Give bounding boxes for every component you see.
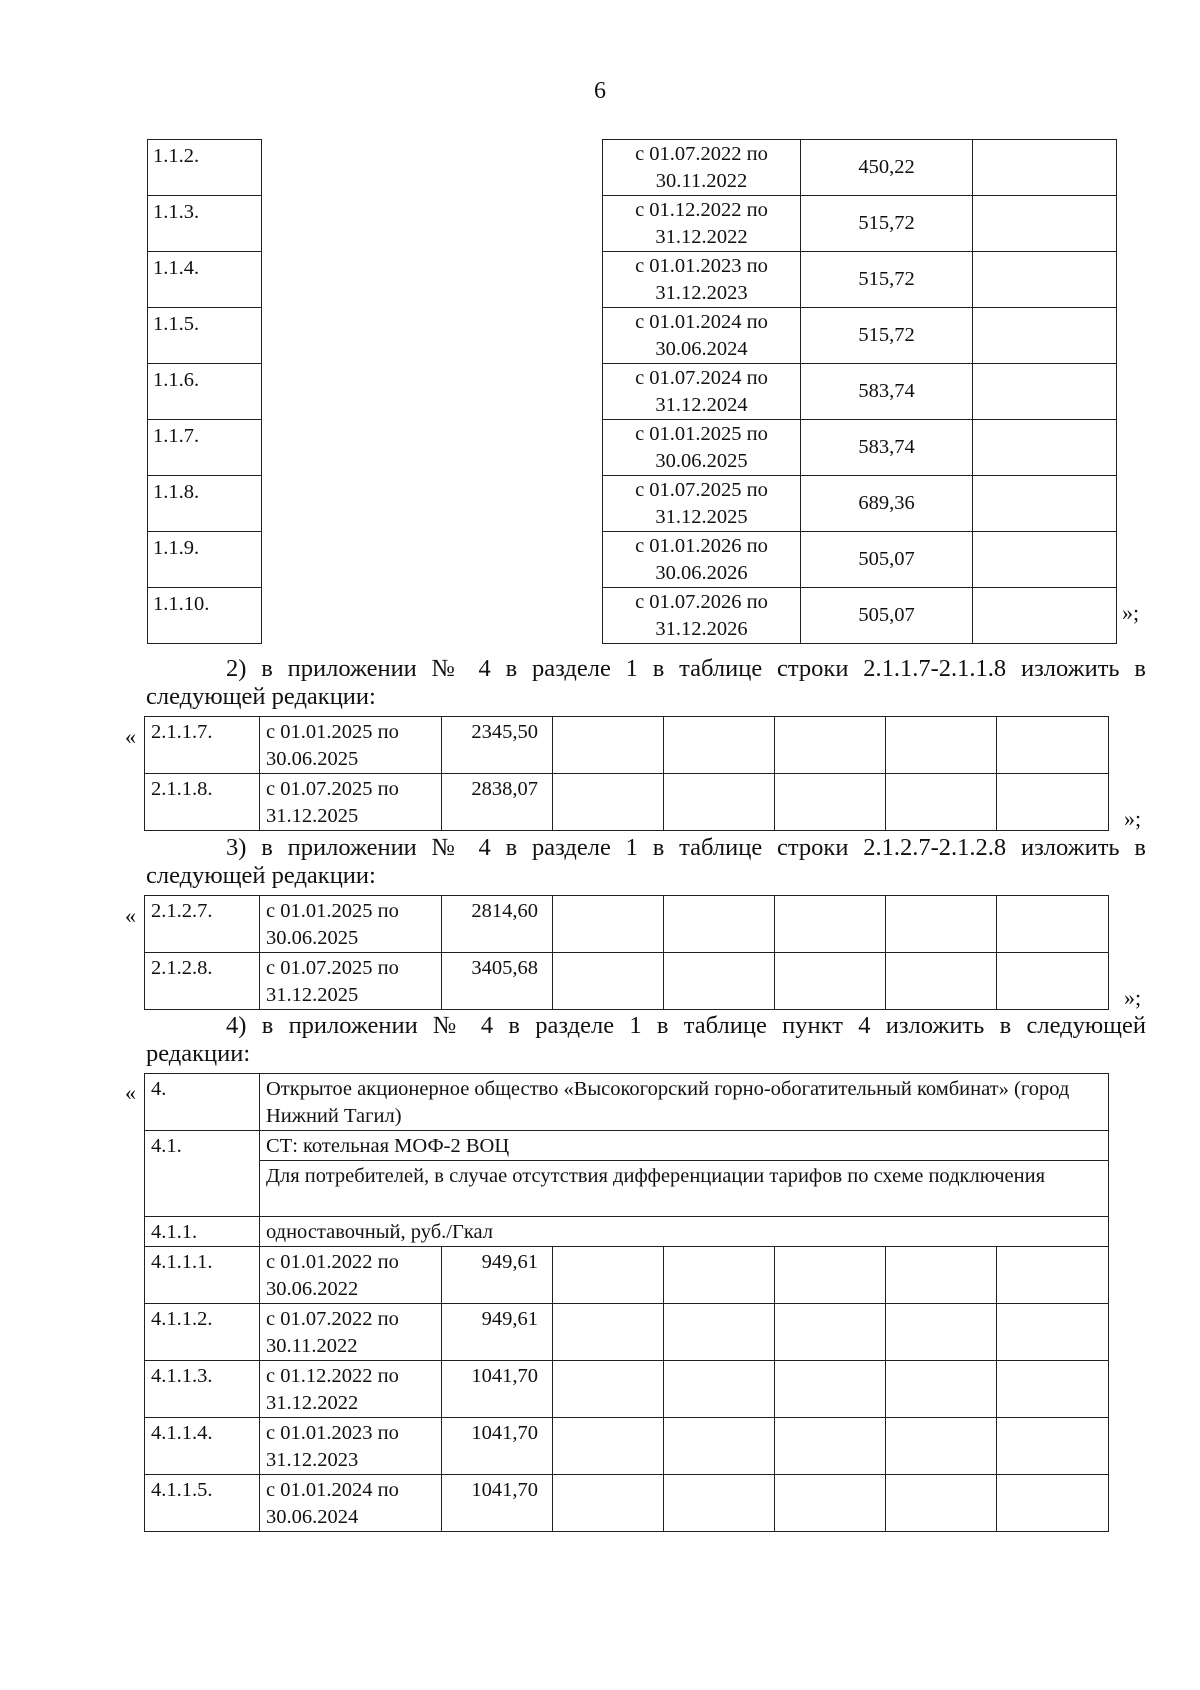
empty-cell [262,308,603,364]
tariff-value: 583,74 [801,420,973,476]
empty-cell [262,420,603,476]
empty-cell [973,588,1117,644]
empty-cell [553,1475,664,1532]
row-number: 4.1.1.1. [145,1247,260,1304]
closing-quote-1: »; [1122,600,1140,625]
period-end: 30.11.2022 [266,1335,358,1357]
closing-quote-3: »; [1124,985,1142,1010]
organization-name: Открытое акционерное общество «Высокогорский горно-обогатительный комбинат» (город Нижний Тагил) [260,1074,1109,1131]
tariff-value: 1041,70 [442,1418,553,1475]
tariff-table-3 [144,895,1109,1010]
empty-cell [664,1304,775,1361]
table-row [145,896,1109,953]
empty-cell [886,896,997,953]
table-row [145,1418,1109,1475]
tariff-value: 2345,50 [442,717,553,774]
empty-cell [997,1475,1109,1532]
empty-cell [553,1418,664,1475]
paragraph-4-line-1: 4) в приложении № 4 в разделе 1 в таблице пункт 4 изложить в следующей [226,1012,1146,1039]
row-number: 1.1.8. [148,476,262,532]
empty-cell [973,196,1117,252]
period-cell: с 01.01.2024 по 30.06.2024 [603,308,801,364]
empty-cell [553,717,664,774]
paragraph-3 [146,834,1146,890]
period-start: с 01.07.2022 по [266,1308,399,1330]
table-row [145,1304,1109,1361]
empty-cell [664,717,775,774]
source-name: СТ: котельная МОФ-2 ВОЦ [260,1131,1109,1161]
empty-cell [973,252,1117,308]
empty-cell [997,1247,1109,1304]
empty-cell [664,1418,775,1475]
empty-cell [664,774,775,831]
empty-cell [997,717,1109,774]
period-cell: с 01.12.2022 по 31.12.2022 [603,196,801,252]
paragraph-2-line-2: следующей редакции: [146,683,376,710]
empty-cell [553,1247,664,1304]
table-row-4 [145,1074,1109,1131]
row-number: 2.1.1.8. [145,774,260,831]
row-number: 4.1. [145,1131,260,1217]
empty-cell [262,364,603,420]
row-number: 4.1.1.5. [145,1475,260,1532]
row-number: 2.1.2.8. [145,953,260,1010]
table-row [148,420,1117,476]
table-row-4-1 [145,1131,1109,1161]
tariff-value: 1041,70 [442,1475,553,1532]
period-end: 31.12.2022 [266,1392,359,1414]
paragraph-4 [146,1012,1146,1068]
table-row [145,1361,1109,1418]
empty-cell [775,1304,886,1361]
tariff-table-4 [144,1073,1109,1532]
paragraph-3-line-1: 3) в приложении № 4 в разделе 1 в таблице строки 2.1.2.7-2.1.2.8 изложить в [226,834,1146,861]
table-row [148,196,1117,252]
empty-cell [997,1304,1109,1361]
period-start: с 01.07.2025 по [266,778,399,800]
tariff-value: 1041,70 [442,1361,553,1418]
empty-cell [262,196,603,252]
empty-cell [553,1361,664,1418]
opening-quote-4: « [125,1080,136,1105]
empty-cell [262,252,603,308]
period-cell [260,774,442,831]
table-row [148,252,1117,308]
empty-cell [775,1361,886,1418]
row-number: 1.1.5. [148,308,262,364]
period-cell [260,1361,442,1418]
period-end: 30.06.2025 [266,748,359,770]
period-end: 30.06.2024 [266,1506,359,1528]
tariff-value: 505,07 [801,532,973,588]
period-cell: с 01.07.2026 по 31.12.2026 [603,588,801,644]
table-row [148,308,1117,364]
row-number: 1.1.7. [148,420,262,476]
period-start: с 01.12.2022 по [266,1365,399,1387]
empty-cell [775,896,886,953]
period-cell: с 01.07.2024 по 31.12.2024 [603,364,801,420]
empty-cell [262,140,603,196]
period-end: 30.06.2025 [266,927,359,949]
period-cell: с 01.01.2026 по 30.06.2026 [603,532,801,588]
tariff-value: 949,61 [442,1304,553,1361]
closing-quote-2: »; [1124,806,1142,831]
tariff-value: 689,36 [801,476,973,532]
tariff-value: 583,74 [801,364,973,420]
period-end: 31.12.2025 [266,984,359,1006]
period-start: с 01.01.2024 по [266,1479,399,1501]
empty-cell [973,140,1117,196]
paragraph-2 [146,655,1146,711]
tariff-value: 515,72 [801,196,973,252]
tariff-value: 450,22 [801,140,973,196]
empty-cell [973,364,1117,420]
period-start: с 01.07.2025 по [266,957,399,979]
empty-cell [553,896,664,953]
empty-cell [775,717,886,774]
tariff-value: 949,61 [442,1247,553,1304]
opening-quote-3: « [125,903,136,928]
table-row [148,476,1117,532]
empty-cell [886,774,997,831]
row-number: 1.1.6. [148,364,262,420]
empty-cell [886,1304,997,1361]
empty-cell [997,1361,1109,1418]
table-row [148,588,1117,644]
tariff-value: 3405,68 [442,953,553,1010]
period-cell [260,1475,442,1532]
row-number: 1.1.10. [148,588,262,644]
page-number: 6 [594,78,606,104]
empty-cell [973,532,1117,588]
paragraph-3-line-2: следующей редакции: [146,862,376,889]
table-row [145,953,1109,1010]
empty-cell [775,1418,886,1475]
empty-cell [553,774,664,831]
empty-cell [262,532,603,588]
empty-cell [262,588,603,644]
row-number: 4.1.1.2. [145,1304,260,1361]
empty-cell [997,953,1109,1010]
period-end: 31.12.2025 [266,805,359,827]
row-number: 1.1.2. [148,140,262,196]
row-number: 4.1.1. [145,1217,260,1247]
tariff-value: 505,07 [801,588,973,644]
period-end: 31.12.2023 [266,1449,359,1471]
tariff-value: 2838,07 [442,774,553,831]
period-cell [260,717,442,774]
tariff-table-2 [144,716,1109,831]
empty-cell [886,953,997,1010]
tariff-value: 2814,60 [442,896,553,953]
period-start: с 01.01.2025 по [266,900,399,922]
empty-cell [886,1361,997,1418]
period-start: с 01.01.2025 по [266,721,399,743]
period-cell [260,953,442,1010]
opening-quote-2: « [125,724,136,749]
row-number: 4.1.1.3. [145,1361,260,1418]
period-end: 30.06.2022 [266,1278,359,1300]
paragraph-4-line-2: редакции: [146,1040,251,1067]
empty-cell [997,896,1109,953]
tariff-value: 515,72 [801,252,973,308]
empty-cell [664,1361,775,1418]
empty-cell [886,1475,997,1532]
empty-cell [997,1418,1109,1475]
table-row [148,532,1117,588]
period-cell [260,1304,442,1361]
empty-cell [886,1247,997,1304]
period-start: с 01.01.2022 по [266,1251,399,1273]
table-row-4-1-1 [145,1217,1109,1247]
empty-cell [886,1418,997,1475]
empty-cell [775,1475,886,1532]
empty-cell [262,476,603,532]
empty-cell [664,1475,775,1532]
paragraph-2-line-1: 2) в приложении № 4 в разделе 1 в таблице строки 2.1.1.7-2.1.1.8 изложить в [226,655,1146,682]
empty-cell [664,896,775,953]
consumers-note: Для потребителей, в случае отсутствия дифференциации тарифов по схеме подключения [260,1161,1109,1217]
table-row [148,364,1117,420]
row-number: 4.1.1.4. [145,1418,260,1475]
empty-cell [973,308,1117,364]
table-row [148,140,1117,196]
period-cell [260,1418,442,1475]
period-cell [260,1247,442,1304]
period-start: с 01.01.2023 по [266,1422,399,1444]
empty-cell [886,717,997,774]
table-row [145,717,1109,774]
empty-cell [973,476,1117,532]
period-cell: с 01.07.2022 по 30.11.2022 [603,140,801,196]
empty-cell [775,953,886,1010]
period-cell: с 01.07.2025 по 31.12.2025 [603,476,801,532]
empty-cell [553,1304,664,1361]
period-cell [260,896,442,953]
row-number: 1.1.9. [148,532,262,588]
table-row [145,774,1109,831]
row-number: 1.1.4. [148,252,262,308]
empty-cell [775,774,886,831]
empty-cell [973,420,1117,476]
tariff-value: 515,72 [801,308,973,364]
empty-cell [664,1247,775,1304]
table-row-consumers [145,1161,1109,1217]
period-cell: с 01.01.2025 по 30.06.2025 [603,420,801,476]
table-row [145,1475,1109,1532]
period-cell: с 01.01.2023 по 31.12.2023 [603,252,801,308]
row-number: 1.1.3. [148,196,262,252]
empty-cell [664,953,775,1010]
row-number: 2.1.2.7. [145,896,260,953]
row-number: 2.1.1.7. [145,717,260,774]
empty-cell [553,953,664,1010]
empty-cell [775,1247,886,1304]
empty-cell [997,774,1109,831]
tariff-table-1 [147,139,1117,644]
row-number: 4. [145,1074,260,1131]
tariff-type: одноставочный, руб./Гкал [260,1217,1109,1247]
table-row [145,1247,1109,1304]
